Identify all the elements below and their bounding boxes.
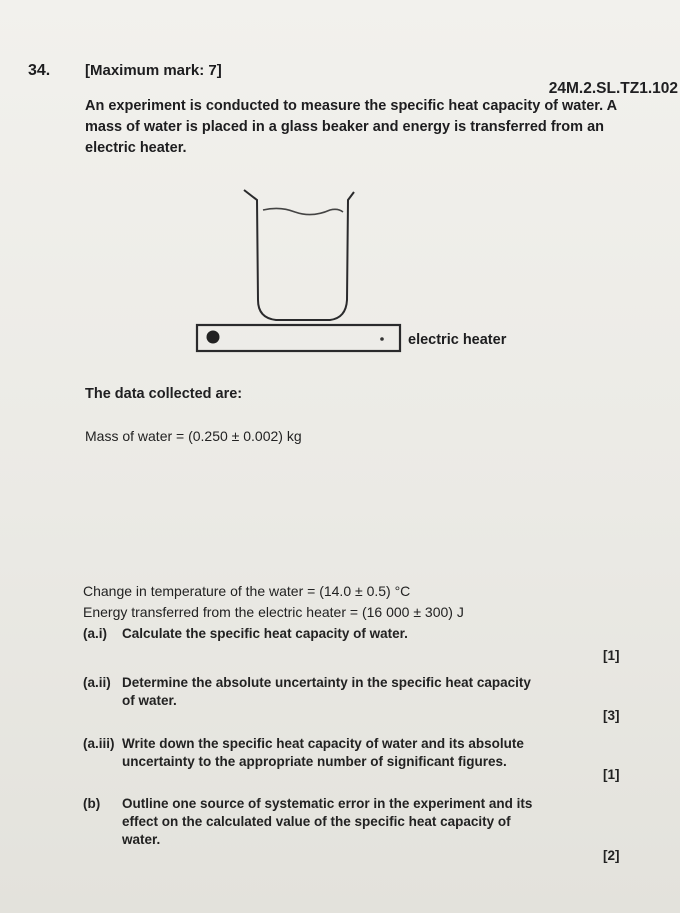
part-question-line: Calculate the specific heat capacity of water.: [122, 626, 408, 641]
part-question-line: effect on the calculated value of the specific heat capacity of: [122, 814, 511, 829]
intro-line-2: mass of water is placed in a glass beaker and energy is transferred from an: [85, 119, 604, 135]
part-marks: [1]: [603, 648, 620, 663]
question-reference: 24M.2.SL.TZ1.102: [548, 80, 678, 97]
water-surface: [263, 208, 343, 214]
part-question-line: Write down the specific heat capacity of water and its absolute: [122, 736, 524, 751]
data-heading: The data collected are:: [85, 386, 243, 402]
question-number: 34.: [28, 62, 51, 79]
heater-plate: [197, 325, 400, 351]
heater-label: electric heater: [408, 332, 507, 348]
temperature-change: Change in temperature of the water = (14.0 ± 0.5) °C: [83, 583, 411, 599]
part-question-line: Determine the absolute uncertainty in the specific heat capacity: [122, 675, 531, 690]
part-question-line: Outline one source of systematic error in the experiment and its: [122, 796, 533, 811]
intro-line-3: electric heater.: [85, 140, 187, 156]
part-label: (a.iii): [83, 736, 115, 751]
heater-knob: [207, 331, 220, 344]
maximum-mark: [Maximum mark: 7]: [85, 62, 222, 79]
part-label: (a.ii): [83, 675, 111, 690]
heater-indicator-dot: [380, 337, 384, 341]
part-marks: [3]: [603, 708, 620, 723]
part-label: (b): [83, 796, 101, 811]
part-question-line: water.: [122, 832, 161, 847]
part-label: (a.i): [83, 626, 108, 641]
mass-of-water: Mass of water = (0.250 ± 0.002) kg: [85, 428, 302, 444]
part-question-line: of water.: [122, 693, 177, 708]
part-marks: [2]: [603, 848, 620, 863]
energy-transferred: Energy transferred from the electric heater = (16 000 ± 300) J: [83, 604, 464, 620]
part-marks: [1]: [603, 767, 620, 782]
part-question-line: uncertainty to the appropriate number of significant figures.: [122, 754, 507, 769]
intro-line-1: An experiment is conducted to measure the specific heat capacity of water. A: [85, 98, 618, 114]
